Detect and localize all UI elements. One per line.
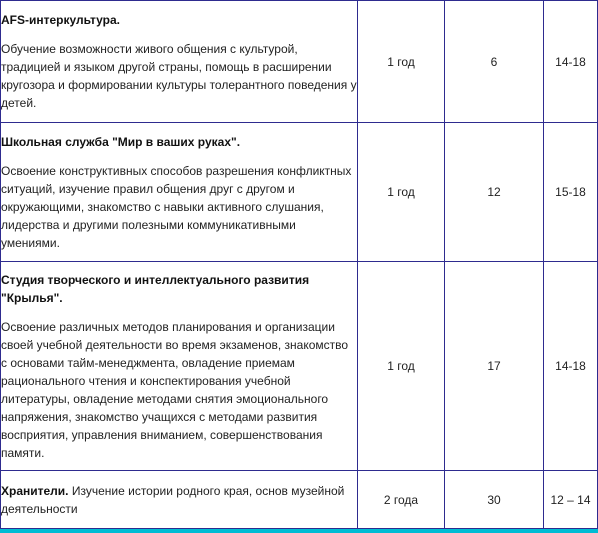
program-title: Школьная служба "Мир в ваших руках". xyxy=(1,134,241,149)
program-description: Освоение различных методов планирования и организации своей учебной деятельности во время экзаменов, знакомство с основами тайм-менеджмента, овладение приемам рационального чтения и конспектирования учебной литературы, овладение методами снятия эмоционального напряжения, знакомство учащихся с методами развития восприятия, управления вниманием, совершенствования памяти. xyxy=(1,319,349,460)
duration-cell: 1 год xyxy=(358,123,445,262)
duration-cell: 2 года xyxy=(358,471,445,529)
table-row xyxy=(1,471,598,529)
table-row xyxy=(1,1,598,123)
program-text xyxy=(1,482,357,518)
table-row xyxy=(1,262,598,471)
program-title: Хранители. xyxy=(1,483,69,498)
ages-cell: 14-18 xyxy=(544,262,598,471)
table-row xyxy=(1,123,598,262)
count-cell: 30 xyxy=(445,471,544,529)
program-cell xyxy=(1,1,358,123)
program-cell xyxy=(1,471,358,529)
ages-cell: 12 – 14 xyxy=(544,471,598,529)
count-cell: 12 xyxy=(445,123,544,262)
program-cell xyxy=(1,262,358,471)
count-cell: 17 xyxy=(445,262,544,471)
program-title: Студия творческого и интеллектуального развития "Крылья". xyxy=(1,272,310,305)
count-cell: 6 xyxy=(445,1,544,123)
program-description: Обучение возможности живого общения с культурой, традицией и языком другой страны, помощь в расширении кругозора и формировании культуры толерантного поведения у детей. xyxy=(1,42,357,110)
program-description: Изучение истории родного края, основ музейной деятельности xyxy=(1,483,345,516)
ages-cell: 15-18 xyxy=(544,123,598,262)
ages-cell: 14-18 xyxy=(544,1,598,123)
duration-cell: 1 год xyxy=(358,262,445,471)
program-description: Освоение конструктивных способов разрешения конфликтных ситуаций, изучение правил общения друг с другом и окружающими, знакомство с навыки активного слушания, лидерства и другими полезными коммуникативными умениями. xyxy=(1,163,352,250)
program-cell xyxy=(1,123,358,262)
program-title: AFS-интеркультура. xyxy=(1,13,120,27)
bottom-accent-bar xyxy=(0,529,598,533)
duration-cell: 1 год xyxy=(358,1,445,123)
